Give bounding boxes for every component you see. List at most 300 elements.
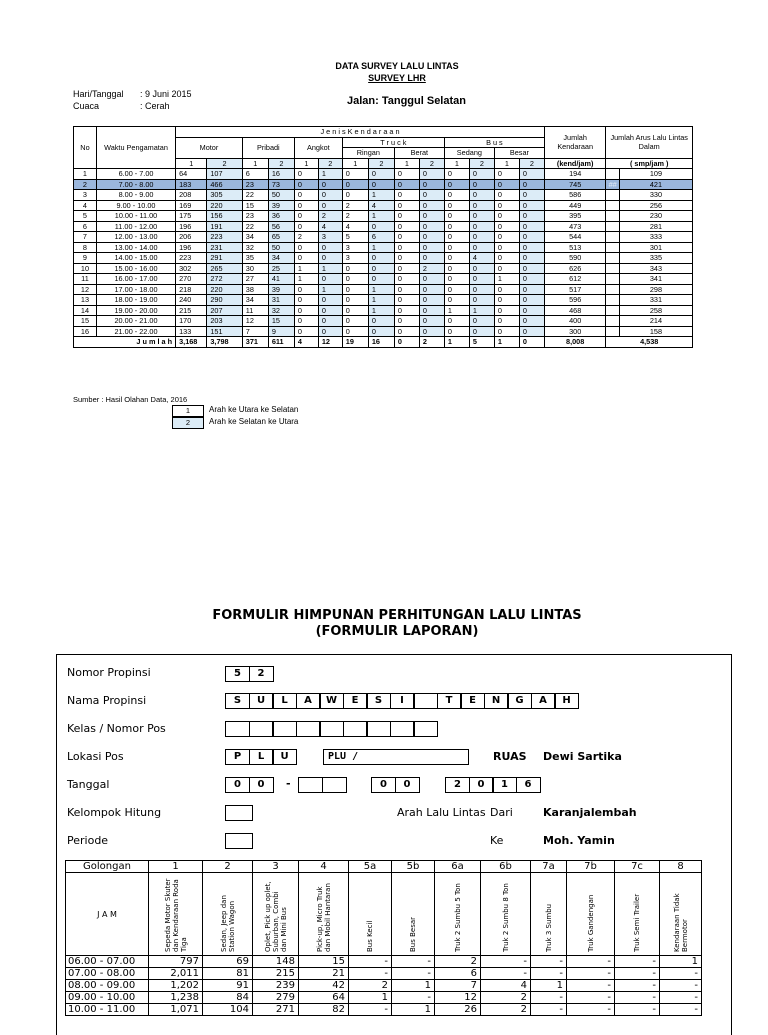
survey-cell: 0 <box>494 305 519 316</box>
survey-cell: 15 <box>268 316 294 327</box>
survey-cell: 0 <box>519 295 544 306</box>
survey-cell: 0 <box>494 200 519 211</box>
survey-cell: 517 <box>544 284 605 295</box>
count-cell: 42 <box>299 980 349 992</box>
jam-cell: 07.00 - 08.00 <box>66 968 149 980</box>
survey-total-cell: 611 <box>268 337 294 348</box>
column-description: Pick-up, Micro Truk dan Mobil Hantaran <box>315 883 332 952</box>
survey-cell: 0 <box>494 316 519 327</box>
survey-cell: 34 <box>268 253 294 264</box>
survey-cell: 0 <box>469 284 494 295</box>
char-cell: H <box>554 693 579 709</box>
survey-cell: 0 <box>294 295 318 306</box>
header-angkot: Angkot <box>294 137 342 158</box>
survey-cell <box>606 253 620 264</box>
description-cell <box>349 873 392 956</box>
survey-cell: 13.00 - 14.00 <box>96 242 175 253</box>
survey-cell: 3 <box>74 190 97 201</box>
survey-cell: 1 <box>318 284 342 295</box>
char-cell: 0 <box>371 777 396 793</box>
tanggal-mm-cells <box>371 777 418 793</box>
kelas-pos-cells <box>225 721 437 737</box>
survey-cell: 0 <box>394 295 419 306</box>
survey-cell: 0 <box>342 274 368 285</box>
count-cell: 1 <box>531 980 567 992</box>
weather-label: Cuaca <box>73 101 100 111</box>
survey-row <box>74 284 693 295</box>
survey-row <box>74 179 693 190</box>
survey-row <box>74 242 693 253</box>
survey-cell: 0 <box>368 169 394 180</box>
count-cell: - <box>349 968 392 980</box>
survey-total-cell: 0 <box>394 337 419 348</box>
count-cell: - <box>567 968 615 980</box>
count-cell: 239 <box>253 980 299 992</box>
empty-cell <box>298 777 323 793</box>
survey-cell: 0 <box>469 190 494 201</box>
survey-total-cell: 371 <box>242 337 268 348</box>
survey-cell: 0 <box>419 326 444 337</box>
golongan-cell: 1 <box>149 861 203 873</box>
survey-cell: 626 <box>544 263 605 274</box>
survey-cell: 32 <box>268 305 294 316</box>
survey-cell: 0 <box>519 326 544 337</box>
count-cell: 2,011 <box>149 968 203 980</box>
survey-cell: 0 <box>394 284 419 295</box>
survey-cell: 0 <box>519 316 544 327</box>
dir-header: 2 <box>519 158 544 169</box>
survey-cell: 0 <box>469 221 494 232</box>
count-cell: - <box>615 968 660 980</box>
survey-cell: 34 <box>242 232 268 243</box>
survey-cell: 1 <box>294 274 318 285</box>
survey-cell: 0 <box>419 232 444 243</box>
count-cell: 1,238 <box>149 992 203 1004</box>
survey-cell: 20.00 - 21.00 <box>96 316 175 327</box>
description-cell <box>660 873 702 956</box>
empty-cell <box>322 777 347 793</box>
survey-cell <box>606 284 620 295</box>
header-besar: Besar <box>494 148 544 159</box>
dir-header: 2 <box>207 158 242 169</box>
survey-cell: 156 <box>207 211 242 222</box>
survey-cell: 0 <box>394 169 419 180</box>
char-cell: S <box>366 693 391 709</box>
survey-cell: 196 <box>176 221 207 232</box>
survey-cell <box>606 316 620 327</box>
survey-cell: 230 <box>619 211 692 222</box>
survey-cell: 0 <box>368 253 394 264</box>
header-ringan: Ringan <box>342 148 394 159</box>
survey-cell: 0 <box>318 295 342 306</box>
tanggal-blank-cells <box>298 777 345 793</box>
description-cell <box>531 873 567 956</box>
survey-cell: 0 <box>394 242 419 253</box>
char-cell: P <box>225 749 250 765</box>
survey-cell <box>606 221 620 232</box>
survey-cell: 14.00 - 15.00 <box>96 253 175 264</box>
survey-cell: 590 <box>544 253 605 264</box>
empty-cell <box>225 721 250 737</box>
survey-row <box>74 274 693 285</box>
count-cell: 26 <box>435 1004 481 1016</box>
survey-cell: 745 <box>544 179 605 190</box>
survey-cell: 305 <box>207 190 242 201</box>
survey-row <box>74 221 693 232</box>
survey-cell: 0 <box>394 274 419 285</box>
count-cell: 91 <box>203 980 253 992</box>
count-cell: 4 <box>481 980 531 992</box>
survey-cell: 12.00 - 13.00 <box>96 232 175 243</box>
survey-cell: 0 <box>394 200 419 211</box>
survey-cell: 0 <box>519 284 544 295</box>
form-title-line2: (FORMULIR LAPORAN) <box>315 624 479 639</box>
survey-cell: 196 <box>176 242 207 253</box>
survey-cell: 0 <box>394 179 419 190</box>
header-truck: T r u c k <box>342 137 444 148</box>
survey-cell: 1 <box>294 263 318 274</box>
label-kelas-pos: Kelas / Nomor Pos <box>67 722 166 735</box>
empty-cell <box>343 721 368 737</box>
form-table <box>65 860 702 1016</box>
empty-cell <box>249 721 274 737</box>
count-cell: - <box>567 956 615 968</box>
survey-cell: 0 <box>342 326 368 337</box>
char-cell: 6 <box>516 777 541 793</box>
count-cell: - <box>531 1004 567 1016</box>
survey-cell: 0 <box>394 221 419 232</box>
count-cell: 64 <box>299 992 349 1004</box>
ruas-label: RUAS <box>493 750 527 763</box>
survey-cell: 3 <box>318 232 342 243</box>
description-cell <box>615 873 660 956</box>
legend-text: Arah ke Selatan ke Utara <box>209 417 299 426</box>
survey-cell: 1 <box>368 305 394 316</box>
survey-cell: 0 <box>519 242 544 253</box>
survey-cell: 15.00 - 16.00 <box>96 263 175 274</box>
survey-cell: 0 <box>368 274 394 285</box>
survey-cell: 50 <box>268 190 294 201</box>
survey-cell: 11 <box>242 305 268 316</box>
survey-cell <box>606 169 620 180</box>
survey-cell: 0 <box>342 179 368 190</box>
description-cell <box>481 873 531 956</box>
char-cell: L <box>272 693 297 709</box>
char-cell <box>413 693 438 709</box>
column-description: Bus Besar <box>409 916 417 952</box>
survey-cell: 0 <box>469 200 494 211</box>
tanggal-yyyy-cells <box>445 777 539 793</box>
survey-cell: 191 <box>207 221 242 232</box>
lokasi-text-box: PLU / <box>323 749 469 765</box>
survey-cell: 0 <box>419 316 444 327</box>
survey-cell: 0 <box>394 190 419 201</box>
survey-cell: 0 <box>368 221 394 232</box>
survey-row <box>74 295 693 306</box>
jam-label: J A M <box>66 873 149 956</box>
label-periode: Periode <box>67 834 109 847</box>
survey-total-cell: 4 <box>294 337 318 348</box>
survey-cell: 0 <box>469 263 494 274</box>
count-cell: 104 <box>203 1004 253 1016</box>
char-cell: 0 <box>395 777 420 793</box>
survey-cell: 6 <box>242 169 268 180</box>
survey-cell: 203 <box>207 316 242 327</box>
survey-row <box>74 305 693 316</box>
survey-cell: 4 <box>318 221 342 232</box>
survey-cell: 0 <box>419 274 444 285</box>
unit-kend: (kend/jam) <box>544 158 605 169</box>
survey-cell: 0 <box>469 295 494 306</box>
survey-cell: 0 <box>318 200 342 211</box>
legend-code: 1 <box>172 405 204 417</box>
survey-cell: 0 <box>419 169 444 180</box>
survey-cell: 0 <box>494 295 519 306</box>
survey-cell: 0 <box>519 305 544 316</box>
survey-cell: 6.00 - 7.00 <box>96 169 175 180</box>
survey-body <box>74 169 693 337</box>
dir-header: 1 <box>494 158 519 169</box>
survey-cell <box>606 232 620 243</box>
survey-cell: 4 <box>342 221 368 232</box>
survey-cell: 2 <box>74 179 97 190</box>
survey-cell: 4 <box>368 200 394 211</box>
survey-cell: 1 <box>74 169 97 180</box>
survey-cell: 612 <box>544 274 605 285</box>
survey-total-cell: 4,538 <box>606 337 693 348</box>
survey-cell: 468 <box>544 305 605 316</box>
survey-cell: 0 <box>519 200 544 211</box>
empty-cell <box>366 721 391 737</box>
survey-cell: 9 <box>74 253 97 264</box>
column-description: Truk Gandengan <box>586 894 595 952</box>
survey-cell: 335 <box>619 253 692 264</box>
dir-header: 2 <box>469 158 494 169</box>
count-cell: - <box>481 956 531 968</box>
char-cell: N <box>484 693 509 709</box>
survey-cell: 2 <box>419 263 444 274</box>
survey-cell: 0 <box>318 316 342 327</box>
survey-cell: 302 <box>176 263 207 274</box>
survey-cell: 0 <box>469 169 494 180</box>
periode-cells <box>225 833 252 849</box>
description-cell <box>435 873 481 956</box>
survey-cell: 220 <box>207 284 242 295</box>
survey-cell: 0 <box>519 211 544 222</box>
survey-cell: 0 <box>342 263 368 274</box>
survey-cell: 22 <box>242 221 268 232</box>
survey-cell: 0 <box>394 305 419 316</box>
survey-cell: 50 <box>268 242 294 253</box>
count-cell: 148 <box>253 956 299 968</box>
survey-cell: 258 <box>619 305 692 316</box>
count-cell: 2 <box>349 980 392 992</box>
count-cell: - <box>615 956 660 968</box>
survey-row <box>74 232 693 243</box>
survey-cell: 0 <box>469 232 494 243</box>
source-note: Sumber : Hasil Olahan Data, 2016 <box>73 395 188 404</box>
survey-cell: 21.00 - 22.00 <box>96 326 175 337</box>
survey-cell: 0 <box>294 326 318 337</box>
survey-row <box>74 316 693 327</box>
golongan-label: Golongan <box>66 861 149 873</box>
golongan-cell: 5b <box>392 861 435 873</box>
char-cell: A <box>531 693 556 709</box>
survey-cell: 0 <box>469 274 494 285</box>
description-cell <box>299 873 349 956</box>
survey-cell: 12 <box>242 316 268 327</box>
survey-row <box>74 190 693 201</box>
survey-cell: 1 <box>494 274 519 285</box>
survey-cell: 38 <box>242 284 268 295</box>
kelompok-cells <box>225 805 252 821</box>
survey-cell: 0 <box>519 274 544 285</box>
survey-cell: 35 <box>242 253 268 264</box>
survey-cell: 0 <box>294 253 318 264</box>
survey-cell: 170 <box>176 316 207 327</box>
dir-header: 1 <box>242 158 268 169</box>
golongan-cell: 2 <box>203 861 253 873</box>
header-bus: B u s <box>444 137 544 148</box>
count-cell: 1 <box>660 956 702 968</box>
golongan-cell: 6b <box>481 861 531 873</box>
survey-cell: 0 <box>444 284 469 295</box>
jam-cell: 09.00 - 10.00 <box>66 992 149 1004</box>
count-cell: 84 <box>203 992 253 1004</box>
survey-cell: 1 <box>318 169 342 180</box>
survey-cell: 214 <box>619 316 692 327</box>
survey-cell: 0 <box>494 326 519 337</box>
weather-value: : Cerah <box>140 101 170 111</box>
survey-cell: 0 <box>342 295 368 306</box>
jam-cell: 08.00 - 09.00 <box>66 980 149 992</box>
survey-cell: 0 <box>394 326 419 337</box>
survey-cell: 41 <box>268 274 294 285</box>
survey-cell: 32 <box>242 242 268 253</box>
survey-cell: 281 <box>619 221 692 232</box>
description-cell <box>149 873 203 956</box>
survey-cell: 0 <box>419 295 444 306</box>
survey-cell: 107 <box>207 169 242 180</box>
survey-total-cell: 3,168 <box>176 337 207 348</box>
count-cell: 2 <box>435 956 481 968</box>
survey-cell: 5 <box>342 232 368 243</box>
header-jumlah-kend: Jumlah Kendaraan <box>544 127 605 159</box>
survey-cell: 0 <box>419 200 444 211</box>
survey-cell <box>606 295 620 306</box>
count-cell: 1 <box>349 992 392 1004</box>
survey-cell: 11 <box>74 274 97 285</box>
column-description: Truk Semi Trailer <box>633 893 641 952</box>
count-cell: - <box>392 968 435 980</box>
survey-cell: 16 <box>74 326 97 337</box>
survey-cell: 0 <box>394 316 419 327</box>
column-description: Bus Kecil <box>366 920 374 952</box>
survey-cell: 0 <box>494 221 519 232</box>
survey-cell: 0 <box>494 179 519 190</box>
survey-cell <box>606 263 620 274</box>
survey-cell: 10.00 - 11.00 <box>96 211 175 222</box>
survey-cell: 6 <box>368 232 394 243</box>
count-cell: 15 <box>299 956 349 968</box>
survey-cell: 449 <box>544 200 605 211</box>
survey-cell: 27 <box>242 274 268 285</box>
nama-propinsi-cells <box>225 693 578 709</box>
count-cell: - <box>392 992 435 1004</box>
survey-cell: 109 <box>619 169 692 180</box>
empty-cell <box>413 721 438 737</box>
survey-cell: 39 <box>268 200 294 211</box>
survey-cell: 0 <box>294 305 318 316</box>
survey-cell <box>606 190 620 201</box>
dir-header: 2 <box>368 158 394 169</box>
survey-cell: 0 <box>444 326 469 337</box>
dir-header: 2 <box>268 158 294 169</box>
survey-cell: 343 <box>619 263 692 274</box>
survey-cell: 2 <box>342 211 368 222</box>
header-waktu: Waktu Pengamatan <box>96 127 175 169</box>
survey-cell: 0 <box>444 221 469 232</box>
survey-cell: 0 <box>469 326 494 337</box>
survey-cell: 56 <box>268 221 294 232</box>
form-title-line1: FORMULIR HIMPUNAN PERHITUNGAN LALU LINTAS <box>212 608 582 623</box>
tanggal-dd-cells <box>225 777 272 793</box>
ke-value: Moh. Yamin <box>543 834 615 847</box>
survey-cell: 290 <box>207 295 242 306</box>
ke-label: Ke <box>490 834 504 847</box>
survey-cell: 0 <box>444 253 469 264</box>
empty-cell <box>225 805 253 821</box>
unit-smp: ( smp/jam ) <box>606 158 693 169</box>
dir-header: 2 <box>318 158 342 169</box>
column-description: Kendaraan Tidak Bermotor <box>672 893 689 952</box>
count-cell: 6 <box>435 968 481 980</box>
survey-cell: 0 <box>444 179 469 190</box>
survey-cell: 151 <box>207 326 242 337</box>
survey-cell: 7 <box>242 326 268 337</box>
survey-cell: 0 <box>294 316 318 327</box>
survey-cell: 0 <box>519 263 544 274</box>
count-cell: 7 <box>435 980 481 992</box>
survey-cell: 3 <box>342 242 368 253</box>
lokasi-pos-cells <box>225 749 296 765</box>
survey-cell: 73 <box>268 179 294 190</box>
dir-header: 1 <box>176 158 207 169</box>
survey-row <box>74 200 693 211</box>
survey-cell: 270 <box>176 274 207 285</box>
tanggal-sep: - <box>286 777 291 790</box>
survey-cell: 1 <box>318 263 342 274</box>
survey-cell: 206 <box>176 232 207 243</box>
survey-cell: 0 <box>444 200 469 211</box>
survey-cell <box>606 242 620 253</box>
survey-cell: 64 <box>176 169 207 180</box>
golongan-cell: 4 <box>299 861 349 873</box>
road-name: Jalan: Tanggul Selatan <box>347 95 466 107</box>
count-cell: - <box>660 1004 702 1016</box>
survey-cell: 0 <box>294 221 318 232</box>
char-cell: 2 <box>445 777 470 793</box>
survey-cell: 0 <box>519 221 544 232</box>
dir-header: 1 <box>394 158 419 169</box>
survey-total-cell: 1 <box>494 337 519 348</box>
survey-cell: 330 <box>619 190 692 201</box>
description-cell <box>392 873 435 956</box>
count-cell: 69 <box>203 956 253 968</box>
survey-cell: 0 <box>494 263 519 274</box>
survey-cell: 0 <box>444 169 469 180</box>
survey-cell: 23 <box>242 179 268 190</box>
